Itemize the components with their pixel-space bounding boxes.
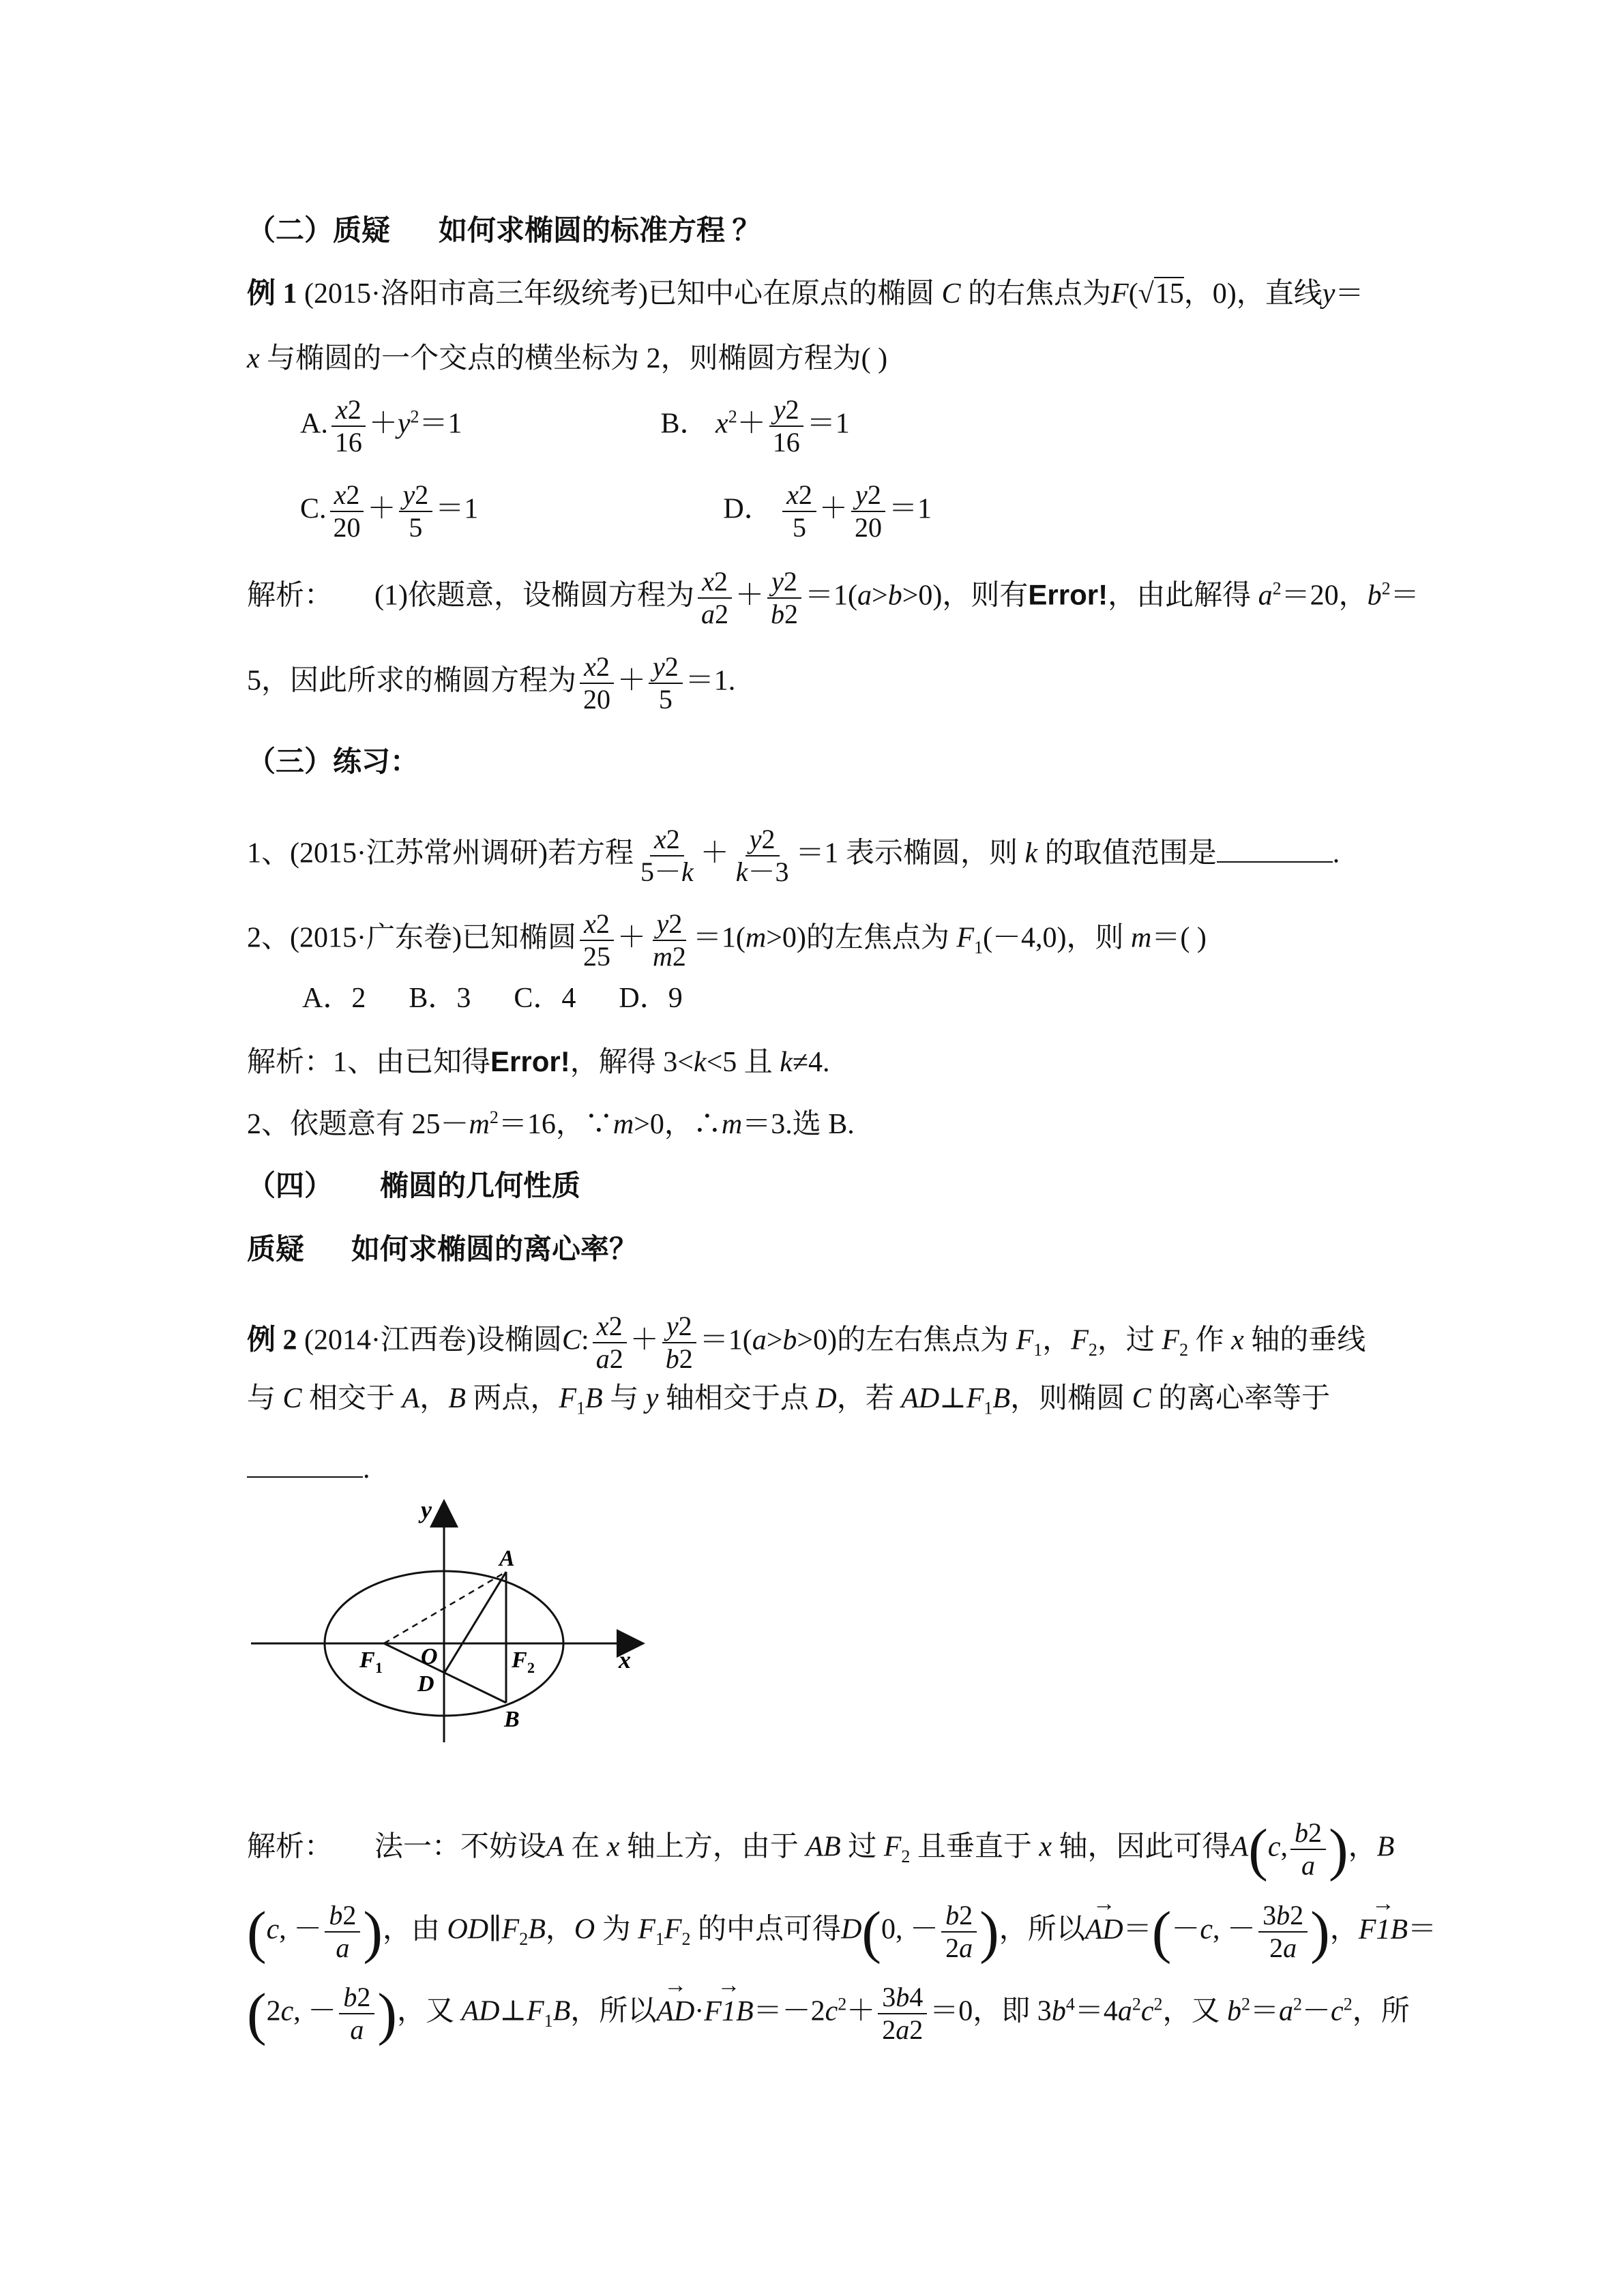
example-text: ，若 — [836, 1383, 894, 1414]
exercise-solution-1: 解析：1、由已知得Error!，解得 3<k<5 且 k≠4. — [247, 1045, 830, 1078]
example2-line2: 与 C 相交于 A，B 两点，$F_1B$ 与 y 轴相交于点 D，若 $AD\perp F_1B$，则椭圆 C 的离心率等于 — [247, 1383, 1331, 1418]
solution1-line2: 5，因此所求的椭圆方程为 $\frac{x2}{20}$ ＋ $\frac{y2}{5}$ ＝1. — [247, 651, 736, 715]
exercise-text: >0)的左焦点为 — [766, 922, 949, 954]
solution-text: ≠4. — [792, 1047, 830, 1078]
example-text: 两点， — [473, 1383, 559, 1414]
solution2-line2: (c, － $\frac{b2}{a}$ )，由 $OD\parallel F_2B$，O 为 $F_1F_2$ 的中点可得D(0, － $\frac{b2}{2a}$ )，所以→ AD＝(－c, － $\frac{3b2}{2a}$ )，→ F1B＝ — [247, 1900, 1378, 1964]
label-f2: F — [512, 1648, 527, 1673]
section-title: 如何求椭圆的标准方程 ？ — [439, 215, 761, 247]
label-f1: F — [359, 1648, 375, 1673]
example-text: ，直线 — [1236, 278, 1323, 310]
solution-text: 2、依题意有 25－ — [247, 1109, 469, 1140]
example-text: 作 — [1195, 1324, 1224, 1356]
exercise-text: 1、(2015·江苏常州调研)若方程 — [247, 837, 634, 869]
exercise-text: ＝1 表示椭圆，则 — [795, 837, 1018, 869]
option-eq: ＝1 — [435, 493, 479, 525]
solution-text: ，又 — [396, 1995, 454, 2027]
label-y: y — [421, 1496, 432, 1523]
solution-text: ，由 — [382, 1913, 440, 1945]
option-eq: ＝1 — [806, 408, 850, 440]
solution-text: ＝0，即 3 — [930, 1995, 1052, 2027]
exercise-text: 的取值范围是 — [1044, 837, 1217, 869]
sub-label: 质疑 — [247, 1234, 305, 1266]
example-text: 的右焦点为 — [968, 278, 1112, 310]
example-text: 轴的垂线 — [1251, 1324, 1366, 1356]
solution-text: ，由此解得 — [1108, 580, 1252, 612]
solution-text: ，所以 — [570, 1995, 657, 2027]
label-o: O — [421, 1644, 438, 1669]
solution-text: ，解得 3< — [570, 1047, 694, 1078]
solution-text: 法一：不妨设 — [374, 1831, 547, 1863]
option-b-label: B． — [660, 408, 709, 440]
label-f1-sub: 1 — [375, 1659, 383, 1676]
solution-text: 为 — [602, 1913, 631, 1945]
solution-text: >0)，则有 — [902, 580, 1029, 612]
example2-line3 — [247, 1455, 1378, 1483]
solution-text: ，所以 — [999, 1913, 1085, 1945]
example-text: 已知中心在原点的椭圆 — [647, 278, 934, 310]
error-text: Error! — [1028, 578, 1108, 611]
example-label: 例 1 — [247, 278, 297, 310]
solution-text: ，又 — [1162, 1995, 1220, 2027]
label-d: D — [417, 1671, 434, 1697]
section-heading-2 — [247, 217, 1378, 245]
solution-text: 轴上方，由于 — [626, 1831, 799, 1863]
solution2-line1: 解析： 法一：不妨设A 在 x 轴上方，由于 AB 过 $F_2$ 且垂直于 x 轴，因此可得A(c, $\frac{b2}{a}$ )，B — [247, 1817, 1395, 1882]
example-text: 轴相交于点 — [665, 1383, 809, 1414]
options-row-cd: C. $\frac{x2}{20}$ ＋ $\frac{y2}{5}$ ＝1 D． $\frac{x2}{5}$ ＋ $\frac{y2}{20}$ ＝1 — [300, 479, 932, 543]
sub-title: 如何求椭圆的离心率？ — [351, 1234, 638, 1266]
exercise-text: ＝1( — [692, 922, 745, 954]
label-b: B — [504, 1707, 520, 1732]
solution-label: 解析： — [247, 1831, 334, 1863]
option-eq: ＝1 — [888, 493, 932, 525]
solution-text: (1)依题意，设椭圆方程为 — [374, 580, 694, 612]
solution-text: ＝3.选 B. — [742, 1109, 855, 1140]
example-text: . — [363, 1453, 370, 1485]
exercise-1: 1、(2015·江苏常州调研)若方程 $\frac{x2}{5-k}$ ＋ $\frac{y2}{k-3}$ ＝1 表示椭圆，则 k 的取值范围是 . — [247, 824, 1340, 887]
exercise-2-options — [302, 984, 1378, 1013]
solution-text: >0，∴ — [634, 1109, 722, 1140]
example1-line2: x 与椭圆的一个交点的横坐标为 2，则椭圆方程为( ) — [247, 343, 888, 374]
example-text: 与椭圆的一个交点的横坐标为 2，则椭圆方程为( ) — [267, 343, 888, 374]
example-text: 与 — [247, 1383, 276, 1414]
sub-heading — [247, 1236, 1378, 1264]
label-x: x — [619, 1646, 631, 1673]
example-text: ，过 — [1097, 1324, 1155, 1356]
section-heading-4 — [247, 1172, 1378, 1201]
option-eq: ＝1 — [419, 408, 462, 440]
solution-text: 过 — [848, 1831, 877, 1863]
example-text: 设椭圆 — [475, 1324, 562, 1356]
example-label: 例 2 — [247, 1324, 297, 1356]
example-text: ，则椭圆 — [1010, 1383, 1125, 1414]
example-text: ＝1( — [699, 1324, 752, 1356]
solution2-line3: (2c, － $\frac{b2}{a}$ )，又 $AD\perp F_1B$，所以→ $AD\cdot\to F1B=-2c^2+$ $\frac{3b4}{2a2}$ ＝0，即 $3b^4=4a^2c^2$，又 $b^2=a^2-c^2$，所 — [247, 1982, 1378, 2046]
section-label: （四） — [247, 1171, 334, 1202]
exercise-text: (－4,0)，则 — [983, 922, 1124, 954]
solution1-line1: 解析： (1)依题意，设椭圆方程为 $\frac{x2}{a2}$ ＋ $\frac{y2}{b2}$ ＝1(a>b>0)，则有Error!，由此解得 $a^2=20$，$b^2=$ — [247, 566, 1419, 629]
example2-line1: 例 2 (2014·江西卷)设椭圆C: $\frac{x2}{a2}$ ＋ $\frac{y2}{b2}$ ＝1(a>b>0)的左右焦点为 $F_1$，$F_2$，过 $F_2$ 作 x 轴的垂线 — [247, 1311, 1366, 1374]
solution-text: <5 且 — [706, 1047, 773, 1078]
exercise-solution-2: 2、依题意有 $25-m^2=16$，∵m>0，∴m＝3.选 B. — [247, 1107, 855, 1140]
example-text: 相交于 — [309, 1383, 396, 1414]
solution-text: ＝1( — [805, 580, 858, 612]
section-label: （三）练习： — [247, 747, 419, 778]
solution-text: 在 — [571, 1831, 600, 1863]
section-heading-3 — [247, 748, 1378, 777]
solution-text: 且垂直于 — [917, 1831, 1032, 1863]
example-text: 与 — [610, 1383, 639, 1414]
section-label: （二）质疑 — [247, 215, 391, 247]
answer-blank — [1217, 861, 1333, 863]
option-d-label: D． — [723, 493, 773, 525]
solution-text: 解析：1、由已知得 — [247, 1047, 491, 1078]
example-source: (2014·江西卷) — [304, 1324, 476, 1356]
exercise-text: ＝( ) — [1151, 922, 1207, 954]
error-text: Error! — [490, 1045, 570, 1077]
example1-line1: 例 1 (2015·洛阳市高三年级统考)已知中心在原点的椭圆 C 的右焦点为F(√15，0)，直线y＝ — [247, 278, 1364, 310]
segment-ad — [444, 1572, 506, 1673]
ellipse-figure — [242, 1493, 651, 1746]
solution-text: ，所 — [1352, 1995, 1410, 2027]
option-a-label: A. — [300, 408, 328, 440]
example-text: 的离心率等于 — [1158, 1383, 1331, 1414]
solution-text: 轴，因此可得 — [1059, 1831, 1231, 1863]
exercise-text: 2、(2015·广东卷)已知椭圆 — [247, 922, 576, 954]
example-source: (2015·洛阳市高三年级统考) — [304, 278, 648, 310]
answer-blank — [247, 1476, 363, 1478]
solution-text: 5，因此所求的椭圆方程为 — [247, 665, 577, 697]
option-c-label: C. — [300, 493, 327, 525]
exercise-2: 2、(2015·广东卷)已知椭圆 $\frac{x2}{25}$ ＋ $\frac{y2}{m2}$ ＝1(m>0)的左焦点为 $F_1(-4,0)$，则 m＝( ) — [247, 908, 1207, 972]
options-row-ab: A. $\frac{x2}{16}$ $+y^2=1$ B． $x^2+$ $\frac{y2}{16}$ ＝1 — [300, 394, 850, 458]
solution-text: ＝1. — [685, 665, 736, 697]
solution-text: 的中点可得 — [698, 1913, 842, 1945]
section-title: 椭圆的几何性质 — [380, 1171, 581, 1202]
label-a: A — [499, 1546, 515, 1571]
exercise-options: A．2 B．3 C．4 D．9 — [302, 983, 683, 1014]
solution-text: ＝16，∵ — [498, 1109, 613, 1140]
solution-label: 解析： — [247, 580, 334, 612]
label-f2-sub: 2 — [527, 1659, 535, 1676]
example-text: >0)的左右焦点为 — [797, 1324, 1009, 1356]
